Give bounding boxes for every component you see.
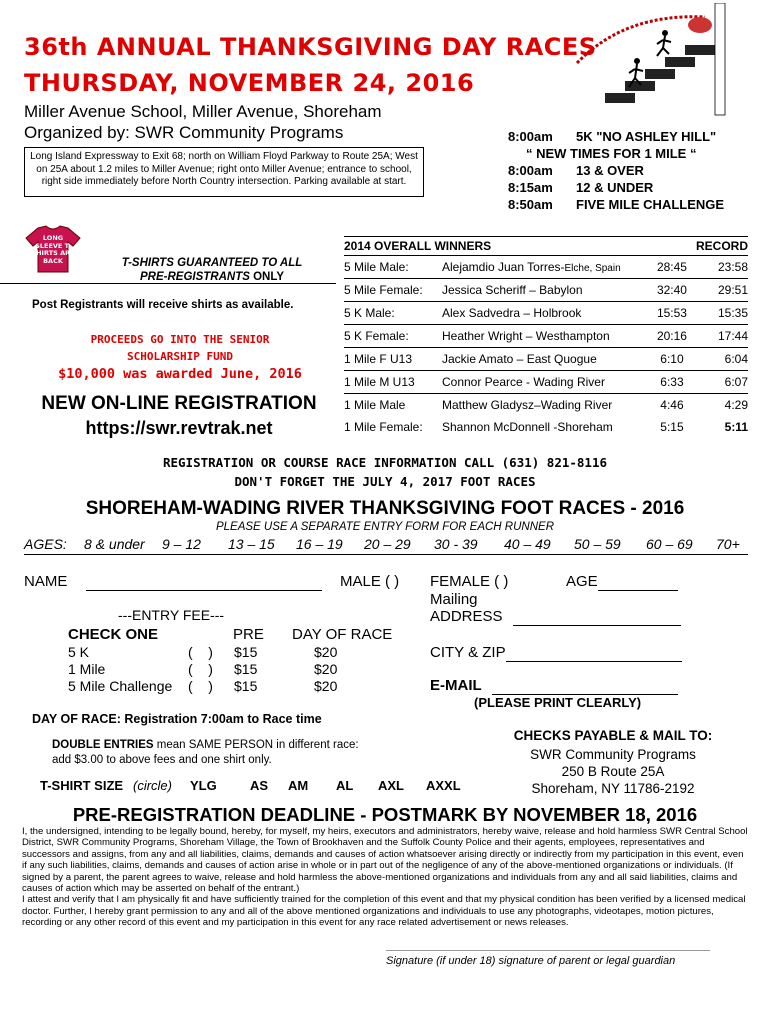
day-of-race-note: DAY OF RACE: Registration 7:00am to Race time [32,712,322,726]
title-line-1: 36th ANNUAL THANKSGIVING DAY RACES [24,33,597,61]
runners-staircase-icon [565,3,730,118]
email-field[interactable]: E-MAIL [430,677,678,695]
july-note: DON'T FORGET THE JULY 4, 2017 FOOT RACES [234,474,536,489]
pre-header: PRE [233,626,264,643]
check-one: CHECK ONE [68,626,159,643]
tshirt-graphic-text: LONG SLEEVE T-SHIRTS ARE BACK [31,234,75,265]
info-call: REGISTRATION OR COURSE RACE INFORMATION CALL (631) 821-8116 [162,455,607,470]
title-line-2: THURSDAY, NOVEMBER 24, 2016 [24,69,475,97]
table-row: 5 Mile Male: Alejamdio Juan Torres-Elche, Spain 28:45 23:58 [344,260,748,274]
divider [0,283,336,284]
signature-label: Signature (if under 18) signature of parent or legal guardian [386,955,676,967]
name-field[interactable]: NAME [24,573,322,591]
double-entries-note: DOUBLE ENTRIES mean SAME PERSON in different race: add $3.00 to above fees and one shirt only. [52,739,359,766]
mailing-label: Mailing [430,591,478,608]
tshirt-note: T-SHIRTS GUARANTEED TO ALL PRE-REGISTRANTS ONLY [121,257,303,283]
winners-header-row [344,237,748,256]
fee-row: 5 K ( ) $15 $20 [68,644,338,660]
deadline: PRE-REGISTRATION DEADLINE - POSTMARK BY NOVEMBER 18, 2016 [72,804,698,825]
winners-header: 2014 OVERALL WINNERS [344,237,648,256]
table-row: 5 K Female: Heather Wright – Westhampton 20:16 17:44 [344,325,748,348]
schedule-row: 8:00am 5K "NO ASHLEY HILL" [508,129,717,144]
schedule-row: 8:15am 12 & UNDER [508,180,654,195]
table-row: 1 Mile M U13 Connor Pearce - Wading River 6:33 6:07 [344,371,748,394]
table-row: 5 K Male: Alex Sadvedra – Holbrook 15:53 15:35 [344,302,748,325]
online-registration: NEW ON-LINE REGISTRATION [41,393,317,414]
runners-graphic [565,3,730,118]
fee-row: 1 Mile ( ) $15 $20 [68,661,338,677]
address-field[interactable]: ADDRESS [430,608,681,626]
venue: Miller Avenue School, Miller Avenue, Shoreham [24,102,382,121]
male-checkbox[interactable]: MALE ( ) [340,573,400,590]
tshirt-graphic [24,224,82,279]
table-row: 1 Mile F U13 Jackie Amato – East Quogue 6:10 6:04 [344,348,748,371]
fee-checkbox[interactable]: ( ) [188,661,213,677]
city-zip-field[interactable]: CITY & ZIP [430,644,682,662]
fee-table [68,644,368,695]
mail-to: CHECKS PAYABLE & MAIL TO: SWR Community Programs 250 B Route 25A Shoreham, NY 11786-2192 [513,728,713,796]
signature-line[interactable] [386,950,710,951]
schedule-row: 8:50am FIVE MILE CHALLENGE [508,197,725,212]
schedule-row: 8:00am 13 & OVER [508,163,644,178]
day-of-race-header: DAY OF RACE [292,626,393,643]
organizer: Organized by: SWR Community Programs [24,123,344,142]
fee-title: ---ENTRY FEE--- [118,607,225,623]
table-row: 1 Mile Female: Shannon McDonnell -Shoreham 5:15 5:11 [344,420,748,434]
post-reg-note: Post Registrants will receive shirts as available. [32,299,294,311]
awarded-note: $10,000 was awarded June, 2016 [58,366,302,382]
schedule-row: “ NEW TIMES FOR 1 MILE “ [526,146,697,161]
name-line[interactable] [86,573,322,591]
form-title: SHOREHAM-WADING RIVER THANKSGIVING FOOT RACES - 2016 [85,498,685,519]
waiver: I, the undersigned, intending to be legally bound, hereby, for myself, my heirs, executors and administrators, hereby waive, release and hold harmless SWR Central School District, SWR Community Programs, Shoreham Village, the Town of Brookhaven and the Suffolk County Police and their agents, employees, representatives and successors and assigns, from any and all liabilities, claims, demands and causes of action whatsoever arising directly or indirectly from my participation in this event, even if any such liabilities, claims, demands and causes of action arise in whole or in part out of the negligence of any of the above-mentioned organizations or individuals. (If signed by a parent, the parent agrees to waive, release and hold harmless the above-mentioned organizations and individuals from any and all said liabilities, claims and causes of action which may be asserted on behalf of the entrant.) I attest and verify that I am physically fit and have sufficiently trained for the completion of this event and that my physical condition has been verified by a licensed medical doctor. Further, I hereby grant permission to any and all of the above mentioned organizations and individuals to use any photographs, videotapes, motion pictures, recording or any other record of this event and my participation in this event for any race related advertisement or news releases. [22,826,748,929]
proceeds-note: PROCEEDS GO INTO THE SENIOR SCHOLARSHIP FUND [90,333,270,363]
age-field[interactable]: AGE [566,573,678,591]
directions-box: Long Island Expressway to Exit 68; north on William Floyd Parkway to Route 25A; West on 25A about 1.2 miles to Miller Avenue; right onto Miller Avenue; entrance to school, right side immediately before North Country intersection. Parking available at start. [24,147,424,197]
online-url[interactable]: https://swr.revtrak.net [85,418,273,438]
fee-row: 5 Mile Challenge ( ) $15 $20 [68,678,338,694]
fee-checkbox[interactable]: ( ) [188,678,213,694]
table-row: 1 Mile Male Matthew Gladysz–Wading River 4:46 4:29 [344,394,748,417]
record-header: RECORD [696,237,748,256]
table-row: 5 Mile Female: Jessica Scheriff – Babylon 32:40 29:51 [344,279,748,302]
ages-row: AGES: 8 & under 9 – 12 13 – 15 16 – 19 20 – 29 30 - 39 40 – 49 50 – 59 60 – 69 70+ [24,536,748,555]
winners-table [344,236,748,438]
print-note: (PLEASE PRINT CLEARLY) [474,695,642,710]
female-checkbox[interactable]: FEMALE ( ) [430,573,509,590]
fee-checkbox[interactable]: ( ) [188,644,213,660]
schedule [508,128,748,213]
form-subtitle: PLEASE USE A SEPARATE ENTRY FORM FOR EACH RUNNER [215,521,555,533]
